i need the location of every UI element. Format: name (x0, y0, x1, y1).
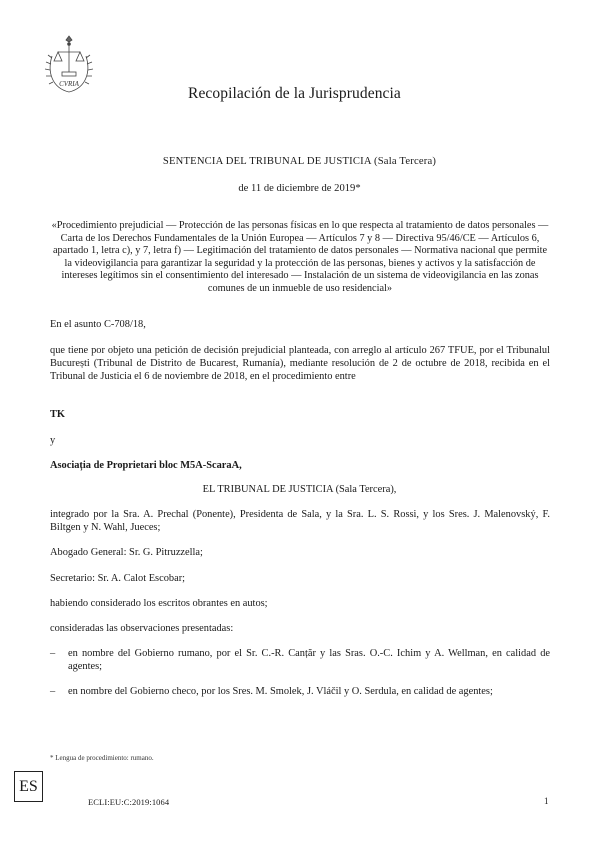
case-summary: «Procedimiento prejudicial — Protección de las personas físicas en lo que respecta al tratamiento de datos personales — Carta de los Derechos Fundamentales de la Unión Europea — Artículos 7 y 8 — Directiva 95/46/CE — Artículos 6, apartado 1, letra c), y 7, letra f) — Legitimación del tratamiento de datos personales — Normativa nacional que permite la videovigilancia para garantizar la seguridad y la protección de las personas, bienes y activos y la satisfacción de intereses legítimos sin el consentimiento del interesado — Instalación de un sistema de videovigilancia en las zonas comunes de un inmueble de uso residencial» (51, 220, 549, 294)
referral-paragraph: que tiene por objeto una petición de decisión prejudicial planteada, con arreglo al artículo 267 TFUE, por el Tribunalul București (Tribunal de Distrito de Bucarest, Rumanía), mediante resolución de 2 de octubre de 2018, recibida en el Tribunal de Justicia el 6 de noviembre de 2018, en el procedimiento entre (50, 345, 550, 382)
page-number: 1 (544, 796, 549, 806)
observation-romanian-government: en nombre del Gobierno rumano, por el Sr. C.-R. Canțăr y las Sras. O.-C. Ichim y A. Wellman, en calidad de agentes; (68, 648, 550, 672)
court-heading: EL TRIBUNAL DE JUSTICIA (Sala Tercera), (202, 484, 397, 495)
publication-title: Recopilación de la Jurisprudencia (188, 85, 401, 102)
logo-text: CVRIA (59, 80, 79, 88)
cvria-logo (44, 34, 94, 96)
judgment-title: SENTENCIA DEL TRIBUNAL DE JUSTICIA (Sala Tercera) (162, 156, 437, 167)
footnote: * Lengua de procedimiento: rumano. (50, 754, 154, 762)
case-reference: En el asunto C-708/18, (50, 319, 146, 330)
judgment-date: de 11 de diciembre de 2019* (238, 183, 361, 194)
documents-considered: habiendo considerado los escritos obrantes en autos; (50, 598, 268, 609)
party-defendant: Asociația de Proprietari bloc M5A-ScaraA, (50, 460, 242, 471)
ecli-identifier: ECLI:EU:C:2019:1064 (88, 797, 170, 807)
bullet-dash: – (50, 648, 56, 659)
registrar: Secretario: Sr. A. Calot Escobar; (50, 573, 186, 584)
court-composition: integrado por la Sra. A. Prechal (Ponente), Presidenta de Sala, y la Sra. L. S. Rossi, y los Sres. J. Malenovský, F. Biltgen y N. Wahl, Jueces; (50, 509, 550, 533)
advocate-general: Abogado General: Sr. G. Pitruzzella; (50, 547, 203, 558)
conjunction: y (50, 435, 56, 446)
observations-intro: consideradas las observaciones presentadas: (50, 623, 234, 634)
observation-czech-government: en nombre del Gobierno checo, por los Sres. M. Smolek, J. Vláčil y O. Serdula, en calidad de agentes; (68, 686, 493, 697)
party-applicant: TK (50, 409, 66, 420)
bullet-dash: – (50, 686, 56, 697)
language-code-box: ES (14, 771, 43, 802)
